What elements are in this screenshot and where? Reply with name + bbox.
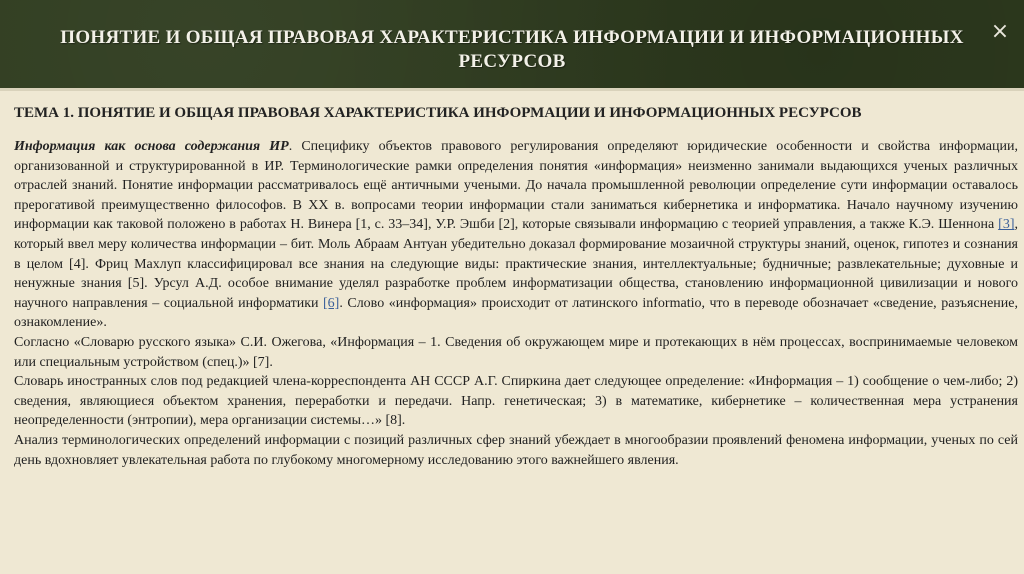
- paragraph-ozhegov: Согласно «Словарю русского языка» С.И. Ожегова, «Информация – 1. Сведения об окружающем мире и протекающих в нём процессах, воспринимаемые человеком или специальным устройством (спец.)» [7].: [14, 334, 1018, 370]
- topic-heading: ТЕМА 1. ПОНЯТИЕ И ОБЩАЯ ПРАВОВАЯ ХАРАКТЕРИСТИКА ИНФОРМАЦИИ И ИНФОРМАЦИОННЫХ РЕСУРСОВ: [14, 105, 862, 121]
- lead-phrase: Информация как основа содержания ИР: [14, 139, 289, 154]
- title-bar: [0, 0, 1024, 91]
- paragraph-text: . Специфику объектов правового регулирования определяют юридические особенности и свойства информации, организованной и структурированной в ИР. Терминологические рамки определения понятия «информация» неизменно занимали выдающихся ученых различных отраслей знаний. Понятие информации рассматривалось ещё античными учеными. До начала промышленной революции определение сути информации оставалось прерогативой преимущественно философов. В XX в. вопросами теории информации стали заниматься кибернетика и информатика. Начало научному изучению информации как таковой положено в работах Н. Винера [1, с. 33–34], У.Р. Эшби [2], которые связывали информацию с теорией управления, а также К.Э. Шеннона: [14, 139, 1018, 233]
- paragraph-analysis: Анализ терминологических определений информации с позиций различных сфер знаний убеждает в многообразии проявлений феномена информации, ученых по сей день вдохновляет увлекательная работа по глубокому многомерному исследованию этого важнейшего явления.: [14, 432, 1018, 468]
- slide-title: ПОНЯТИЕ И ОБЩАЯ ПРАВОВАЯ ХАРАКТЕРИСТИКА ИНФОРМАЦИИ И ИНФОРМАЦИОННЫХ РЕСУРСОВ: [60, 27, 964, 72]
- paragraph-spirkin: Словарь иностранных слов под редакцией члена-корреспондента АН СССР А.Г. Спиркина дает следующее определение: «Информация – 1) сообщение о чем-либо; 2) сведения, являющиеся объектом хранения, переработки и передачи. Напр. генетическая; 3) в математике, кибернетике – количественная мера устранения неопределенности (энтропии), мера организации системы…» [8].: [14, 374, 1018, 429]
- slide-content: [14, 103, 1018, 470]
- paragraph-text: , который ввел меру количества информации – бит. Моль Абраам Антуан убедительно доказал формирование мозаичной структуры знаний, оценок, гипотез и сознания в целом [4]. Фриц Махлуп классифицировал все знания на следующие виды: практические знания, интеллектуальные; будничные; развлекательные; духовные и ненужные знания [5]. Урсул А.Д. особое внимание уделял разработке проблем информатизации общества, становлению информационной цивилизации и нового научного направления – социальной информатики: [14, 217, 1018, 311]
- close-icon[interactable]: ×: [990, 19, 1010, 44]
- paragraph-information-basis: [14, 137, 1018, 333]
- reference-link-6[interactable]: [6]: [323, 295, 340, 311]
- paragraph-text: . Слово «информация» происходит от латинского informatio, что в переводе обозначает «сведение, разъяснение, ознакомление».: [14, 295, 1018, 331]
- reference-link-3[interactable]: [3]: [998, 217, 1015, 233]
